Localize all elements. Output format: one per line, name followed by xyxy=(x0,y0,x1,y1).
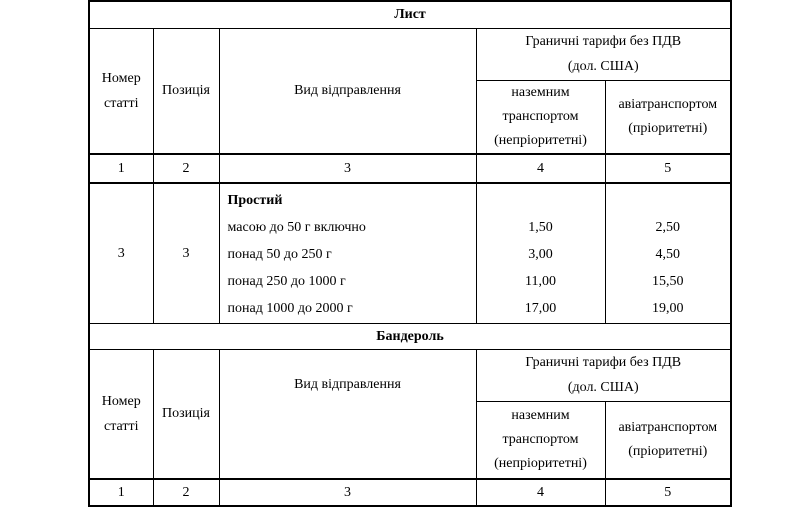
column-number: 4 xyxy=(476,479,605,506)
header-tariff-group xyxy=(476,28,731,80)
column-number: 4 xyxy=(476,154,605,183)
column-number-row xyxy=(89,479,731,506)
column-number: 5 xyxy=(605,154,731,183)
column-number: 3 xyxy=(219,479,476,506)
column-number: 1 xyxy=(89,154,153,183)
header-article-number: Номер статті xyxy=(89,349,153,479)
column-number-row xyxy=(89,154,731,183)
ground-tariff-value: 11,00 xyxy=(525,274,556,289)
table-row xyxy=(89,1,731,28)
air-tariff-value: 2,50 xyxy=(655,220,680,235)
column-number: 3 xyxy=(219,154,476,183)
column-number: 5 xyxy=(605,479,731,506)
ground-tariff-value: 1,50 xyxy=(528,220,553,235)
header-ground-transport: наземним транспортом (непріоритетні) xyxy=(476,80,605,154)
air-tariff-value: 19,00 xyxy=(652,301,684,316)
shipment-label: понад 1000 до 2000 г xyxy=(227,301,353,316)
header-shipment-type: Вид відправлення xyxy=(219,349,476,479)
table-row xyxy=(89,349,731,401)
ground-tariff-value: 17,00 xyxy=(524,301,557,316)
cell-air-tariffs xyxy=(605,183,731,323)
header-air-transport: авіатранспортом (пріоритетні) xyxy=(605,401,731,479)
cell-position: 3 xyxy=(153,183,219,323)
table-row xyxy=(89,323,731,349)
shipment-label: Простий xyxy=(227,193,283,208)
shipment-label: понад 250 до 1000 г xyxy=(227,274,346,289)
header-tariff-title: Граничні тарифи без ПДВ xyxy=(525,355,682,370)
air-tariff-value xyxy=(608,187,729,214)
section-1-title: Лист xyxy=(89,1,731,28)
header-air-transport: авіатранспортом (пріоритетні) xyxy=(605,80,731,154)
column-number: 2 xyxy=(153,154,219,183)
header-tariff-subtitle: (дол. США) xyxy=(567,59,639,74)
header-shipment-type: Вид відправлення xyxy=(219,28,476,154)
header-article-number: Номер статті xyxy=(89,28,153,154)
header-tariff-subtitle: (дол. США) xyxy=(567,380,639,395)
cell-article-number: 3 xyxy=(89,183,153,323)
header-position: Позиція xyxy=(153,28,219,154)
header-tariff-group xyxy=(476,349,731,401)
ground-tariff-value: 3,00 xyxy=(528,247,553,262)
column-number: 1 xyxy=(89,479,153,506)
header-position: Позиція xyxy=(153,349,219,479)
tariff-data-row xyxy=(89,183,731,323)
postal-tariff-table xyxy=(88,0,732,507)
air-tariff-value: 15,50 xyxy=(652,274,684,289)
section-2-title: Бандероль xyxy=(89,323,731,349)
air-tariff-value: 4,50 xyxy=(655,247,680,262)
shipment-label: понад 50 до 250 г xyxy=(227,247,332,262)
header-ground-transport: наземним транспортом (непріоритетні) xyxy=(476,401,605,479)
cell-ground-tariffs xyxy=(476,183,605,323)
column-number: 2 xyxy=(153,479,219,506)
header-tariff-title: Граничні тарифи без ПДВ xyxy=(525,34,682,49)
ground-tariff-value xyxy=(479,187,603,214)
shipment-label: масою до 50 г включно xyxy=(227,220,366,235)
cell-shipment-labels xyxy=(219,183,476,323)
table-row xyxy=(89,28,731,80)
